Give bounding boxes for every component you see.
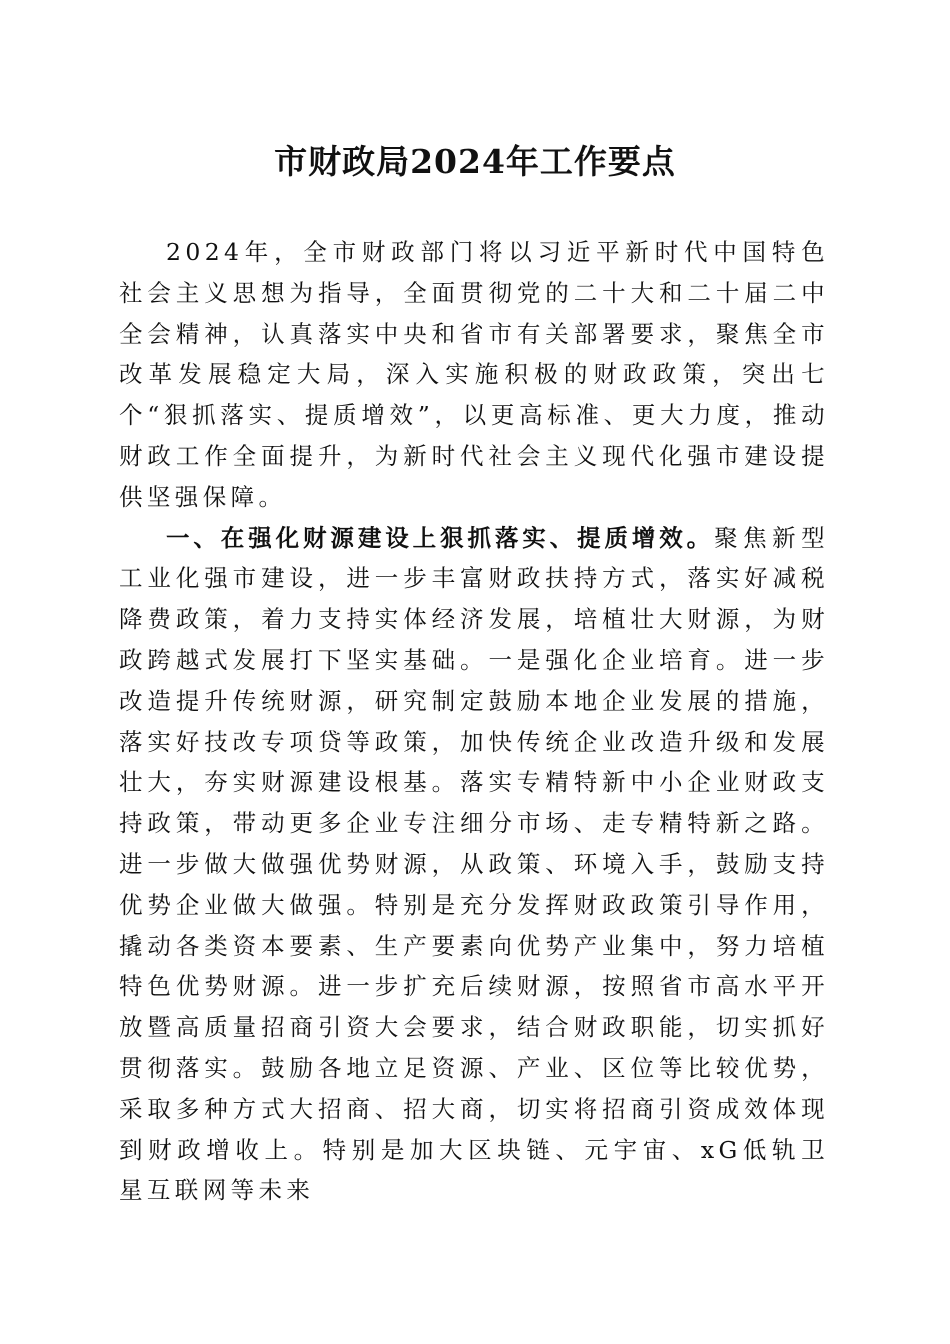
document-title: 市财政局2024年工作要点	[274, 142, 676, 181]
intro-paragraph	[119, 232, 829, 518]
section-paragraph-1	[119, 518, 829, 1212]
intro-paragraph-text: 2024年，全市财政部门将以习近平新时代中国特色社会主义思想为指导，全面贯彻党的二十大和二十届二中全会精神，认真落实中央和省市有关部署要求，聚焦全市改革发展稳定大局，深入实施积极的财政政策，突出七个“狠抓落实、提质增效”，以更高标准、更大力度，推动财政工作全面提升，为新时代社会主义现代化强市建设提供坚强保障。	[119, 238, 829, 511]
document-body	[119, 232, 829, 1211]
section-paragraph-1-text: 聚焦新型工业化强市建设，进一步丰富财政扶持方式，落实好减税降费政策，着力支持实体经济发展，培植壮大财源，为财政跨越式发展打下坚实基础。一是强化企业培育。进一步改造提升传统财源，研究制定鼓励本地企业发展的措施，落实好技改专项贷等政策，加快传统企业改造升级和发展壮大，夯实财源建设根基。落实专精特新中小企业财政支持政策，带动更多企业专注细分市场、走专精特新之路。进一步做大做强优势财源，从政策、环境入手，鼓励支持优势企业做大做强。特别是充分发挥财政政策引导作用，撬动各类资本要素、生产要素向优势产业集中，努力培植特色优势财源。进一步扩充后续财源，按照省市高水平开放暨高质量招商引资大会要求，结合财政职能，切实抓好贯彻落实。鼓励各地立足资源、产业、区位等比较优势，采取多种方式大招商、招大商，切实将招商引资成效体现到财政增收上。特别是加大区块链、元宇宙、xG低轨卫星互联网等未来	[119, 523, 829, 1205]
section-heading-1: 一、在强化财源建设上狠抓落实、提质增效。	[166, 523, 715, 552]
